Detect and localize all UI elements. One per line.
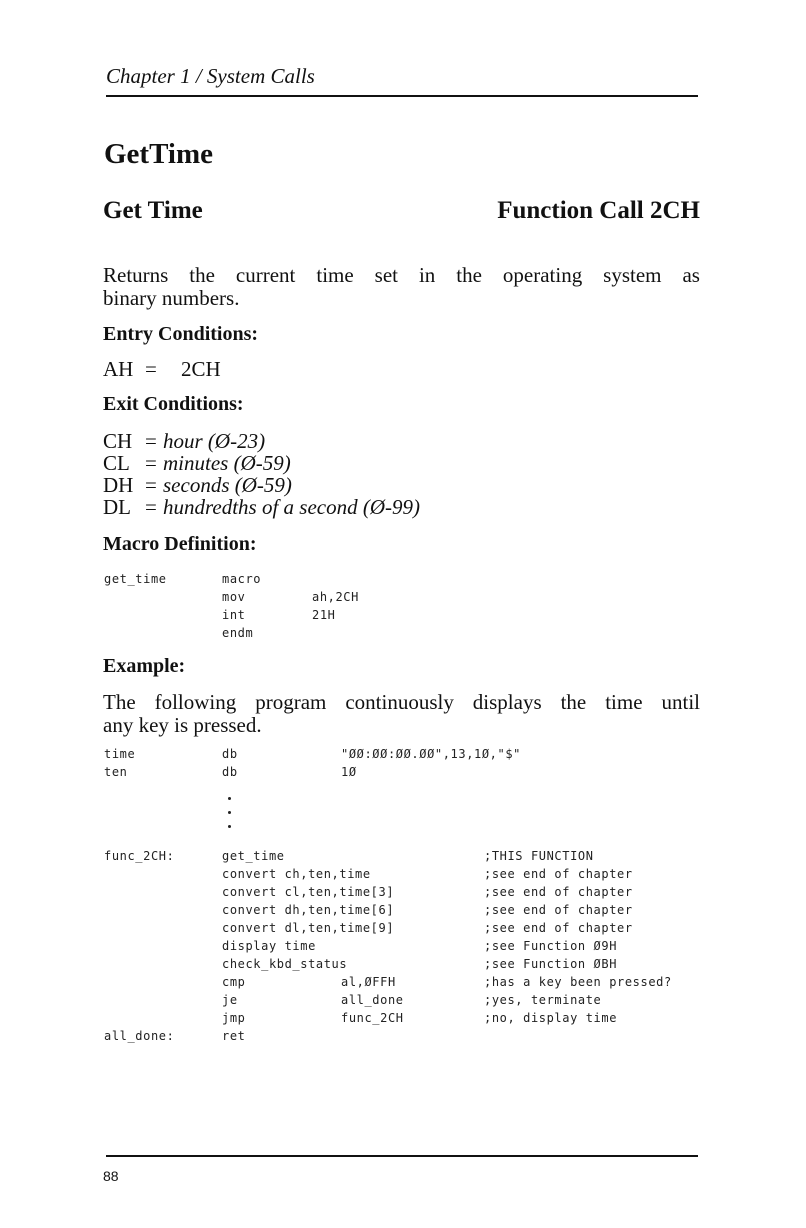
code-op: convert ch,ten,time bbox=[222, 867, 371, 881]
example-heading: Example: bbox=[103, 655, 186, 677]
code-arg: func_2CH bbox=[341, 1011, 404, 1025]
code-op: ret bbox=[222, 1029, 246, 1043]
description-paragraph bbox=[103, 264, 703, 310]
description-line-2: binary numbers. bbox=[103, 286, 240, 310]
page-title: GetTime bbox=[104, 138, 213, 170]
macro-label: get_time bbox=[104, 572, 167, 586]
exit-conditions-heading: Exit Conditions: bbox=[103, 393, 244, 415]
entry-conditions-heading: Entry Conditions: bbox=[103, 323, 259, 345]
footer-rule bbox=[106, 1155, 698, 1157]
exit-dl-line: DL = hundredths of a second (Ø-99) bbox=[103, 495, 421, 519]
page-number: 88 bbox=[103, 1168, 119, 1184]
code-label: all_done: bbox=[104, 1029, 175, 1043]
code-arg: 1Ø bbox=[341, 765, 357, 779]
code-label: ten bbox=[104, 765, 128, 779]
example-intro-line-1: The following program continuously displays the time until bbox=[103, 690, 700, 714]
exit-ch-line: CH = hour (Ø-23) bbox=[103, 429, 266, 453]
ellipsis-dot bbox=[228, 825, 231, 828]
code-comment: ;has a key been pressed? bbox=[484, 975, 672, 989]
code-arg: al,ØFFH bbox=[341, 975, 396, 989]
running-header: Chapter 1 / System Calls bbox=[106, 64, 315, 88]
code-label: func_2CH: bbox=[104, 849, 175, 863]
exit-dh-line: DH = seconds (Ø-59) bbox=[103, 473, 292, 497]
exit-cl-line: CL = minutes (Ø-59) bbox=[103, 451, 291, 475]
ellipsis-dot bbox=[228, 811, 231, 814]
code-op: db bbox=[222, 765, 238, 779]
code-op: convert dl,ten,time[9] bbox=[222, 921, 395, 935]
macro-op: mov bbox=[222, 590, 246, 604]
code-op: je bbox=[222, 993, 238, 1007]
example-intro-line-2: any key is pressed. bbox=[103, 713, 262, 737]
code-comment: ;THIS FUNCTION bbox=[484, 849, 594, 863]
code-op: convert cl,ten,time[3] bbox=[222, 885, 395, 899]
code-op: jmp bbox=[222, 1011, 246, 1025]
code-comment: ;see Function Ø9H bbox=[484, 939, 618, 953]
subtitle-function-call: Function Call 2CH bbox=[497, 197, 700, 224]
code-op: cmp bbox=[222, 975, 246, 989]
macro-arg: 21H bbox=[312, 608, 336, 622]
code-op: get_time bbox=[222, 849, 285, 863]
header-rule bbox=[106, 95, 698, 97]
code-comment: ;see Function ØBH bbox=[484, 957, 618, 971]
macro-op: endm bbox=[222, 626, 254, 640]
ellipsis-dot bbox=[228, 797, 231, 800]
code-op: check_kbd_status bbox=[222, 957, 348, 971]
code-comment: ;see end of chapter bbox=[484, 921, 633, 935]
entry-ah-line: AH = 2CH bbox=[103, 357, 221, 381]
macro-op: int bbox=[222, 608, 246, 622]
code-op: display time bbox=[222, 939, 316, 953]
code-comment: ;see end of chapter bbox=[484, 903, 633, 917]
example-intro bbox=[103, 691, 703, 737]
macro-arg: ah,2CH bbox=[312, 590, 359, 604]
code-comment: ;no, display time bbox=[484, 1011, 618, 1025]
code-arg: all_done bbox=[341, 993, 404, 1007]
code-label: time bbox=[104, 747, 136, 761]
macro-op: macro bbox=[222, 572, 262, 586]
code-comment: ;see end of chapter bbox=[484, 867, 633, 881]
code-op: convert dh,ten,time[6] bbox=[222, 903, 395, 917]
subtitle-get-time: Get Time bbox=[103, 197, 203, 224]
macro-definition-heading: Macro Definition: bbox=[103, 533, 257, 555]
code-comment: ;see end of chapter bbox=[484, 885, 633, 899]
code-arg: "ØØ:ØØ:ØØ.ØØ",13,1Ø,"$" bbox=[341, 747, 521, 761]
code-op: db bbox=[222, 747, 238, 761]
code-comment: ;yes, terminate bbox=[484, 993, 602, 1007]
description-line-1: Returns the current time set in the operating system as bbox=[103, 263, 700, 287]
